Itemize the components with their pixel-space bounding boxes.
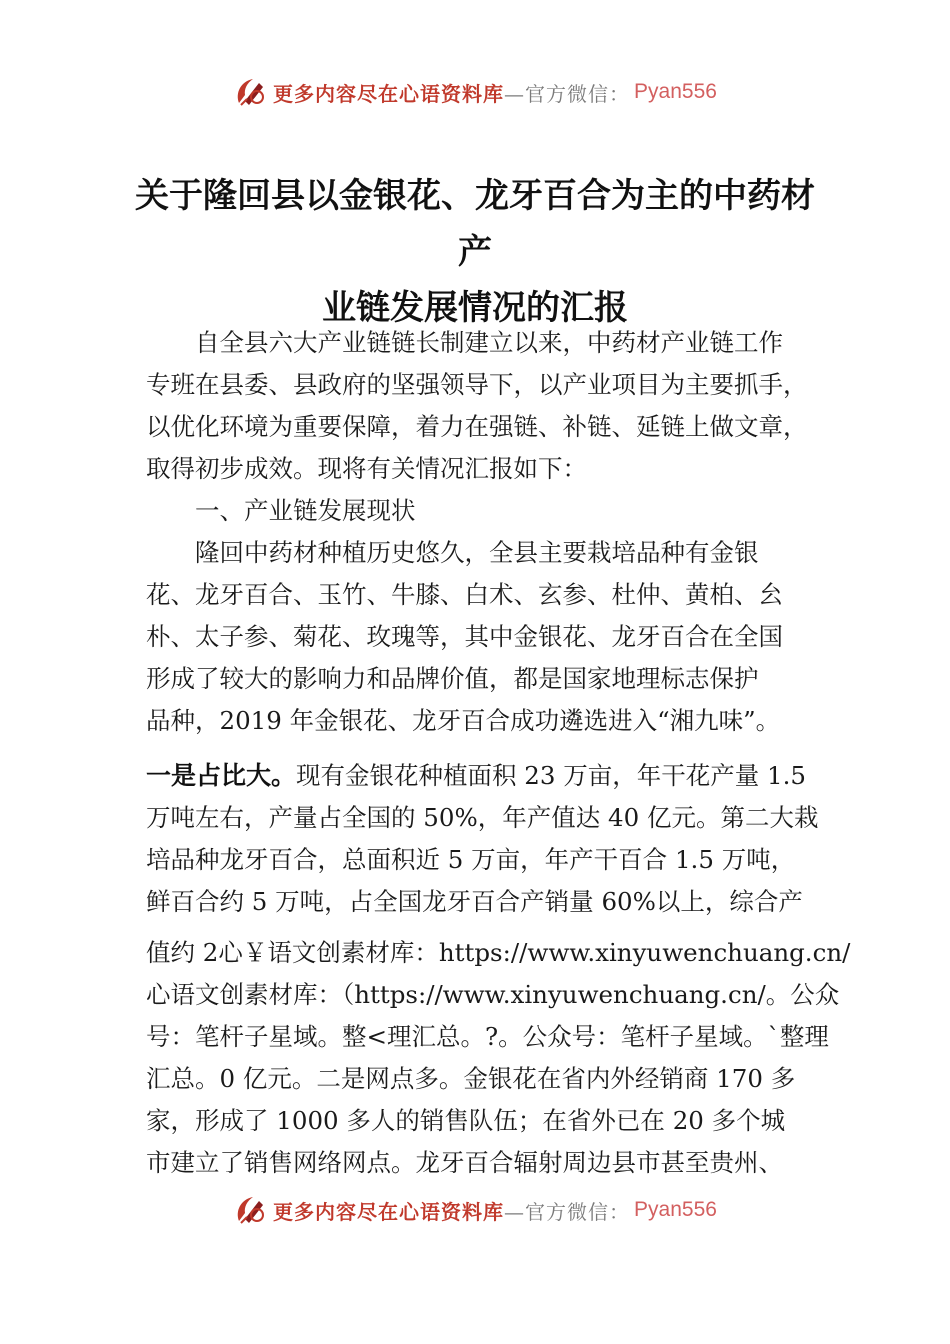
continuation-line: 值约 2心￥语文创素材库：https://www.xinyuwenchuang.cn/	[146, 938, 851, 967]
intro-line: 专班在县委、县政府的坚强领导下，以产业项目为主要抓手，	[146, 370, 808, 399]
banner-site-text: 更多内容尽在心语资料库	[273, 81, 505, 106]
section-para-line: 品种，2019 年金银花、龙牙百合成功遴选进入“湘九味”。	[146, 706, 781, 735]
intro-line: 自全县六大产业链链长制建立以来，中药材产业链工作	[195, 328, 783, 357]
point-line: 鲜百合约 5 万吨，占全国龙牙百合产销量 60%以上，综合产	[146, 887, 803, 916]
point-line: 培品种龙牙百合，总面积近 5 万亩，年产干百合 1.5 万吨，	[146, 845, 796, 874]
banner-site-text: 更多内容尽在心语资料库	[273, 1199, 505, 1224]
point-line: 万吨左右，产量占全国的 50%，年产值达 40 亿元。第二大栽	[146, 803, 819, 832]
continuation-line: 号：笔杆子星域。整<理汇总。?。公众号：笔杆子星域。`整理	[146, 1022, 829, 1051]
continuation-line: 市建立了销售网络网点。龙牙百合辐射周边县市甚至贵州、	[146, 1148, 783, 1177]
section-para-line: 隆回中药材种植历史悠久，全县主要栽培品种有金银	[195, 538, 759, 567]
banner-wechat-id: Pyan556	[634, 1198, 717, 1221]
point-lead: 一是占比大。	[146, 761, 297, 790]
banner-wechat-id: Pyan556	[634, 80, 717, 103]
intro-line: 取得初步成效。现将有关情况汇报如下：	[146, 454, 587, 483]
banner-wechat-label: —官方微信：	[504, 1199, 631, 1224]
continuation-line: 心语文创素材库：（https://www.xinyuwenchuang.cn/。公众	[146, 980, 840, 1009]
section-para-line: 朴、太子参、菊花、玫瑰等，其中金银花、龙牙百合在全国	[146, 622, 783, 651]
point-first-text: 现有金银花种植面积 23 万亩，年干花产量 1.5	[296, 761, 807, 790]
banner-wechat-label: —官方微信：	[504, 81, 631, 106]
section-heading: 一、产业链发展现状	[195, 496, 416, 525]
footer-banner	[0, 1190, 950, 1230]
point-first-line	[146, 755, 846, 797]
point-block	[146, 755, 846, 923]
title-line-1: 关于隆回县以金银花、龙牙百合为主的中药材产	[135, 176, 815, 272]
continuation-line: 家，形成了 1000 多人的销售队伍；在省外已在 20 多个城	[146, 1106, 786, 1135]
pen-nib-logo-icon	[233, 75, 267, 109]
title-line-2: 业链发展情况的汇报	[322, 288, 628, 328]
section-para-line: 花、龙牙百合、玉竹、牛膝、白术、玄参、杜仲、黄柏、㕕	[146, 580, 783, 609]
continuation-block	[146, 932, 851, 1184]
section-para-line: 形成了较大的影响力和品牌价值，都是国家地理标志保护	[146, 664, 759, 693]
document-title	[120, 168, 830, 336]
header-banner	[0, 72, 950, 112]
pen-nib-logo-icon	[233, 1193, 267, 1227]
document-body	[146, 322, 846, 742]
intro-line: 以优化环境为重要保障，着力在强链、补链、延链上做文章，	[146, 412, 808, 441]
continuation-line: 汇总。0 亿元。二是网点多。金银花在省内外经销商 170 多	[146, 1064, 796, 1093]
